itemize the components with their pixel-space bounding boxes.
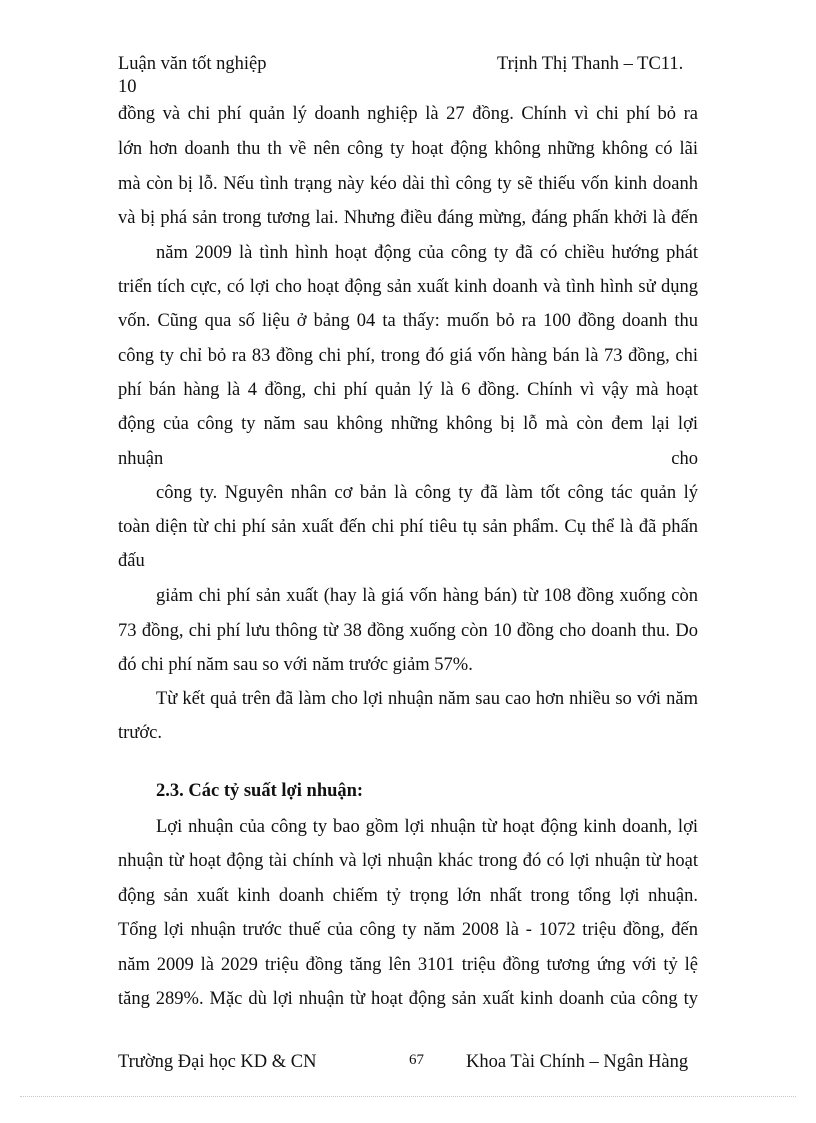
body-line: 73 đồng, chi phí lưu thông từ 38 đồng xuống còn 10 đồng cho doanh thu. Do [118,621,698,641]
body-line: công ty chỉ bỏ ra 83 đồng chi phí, trong đó giá vốn hàng bán là 73 đồng, chi [118,346,698,366]
body-line-split [118,447,698,471]
body-line: mà còn bị lỗ. Nếu tình trạng này kéo dài thì công ty sẽ thiếu vốn kinh doanh [118,174,698,194]
body-line: đó chi phí năm sau so với năm trước giảm 57%. [118,655,473,675]
section-heading: 2.3. Các tỷ suất lợi nhuận: [156,781,364,801]
body-line: lớn hơn doanh thu th về nên công ty hoạt động không những không có lãi [118,139,698,159]
body-line: Từ kết quả trên đã làm cho lợi nhuận năm sau cao hơn nhiều so với năm [156,689,698,709]
body-line: phí bán hàng là 4 đồng, chi phí quản lý là 6 đồng. Chính vì vậy mà hoạt [118,380,698,400]
body-line: năm 2009 là tình hình hoạt động của công ty đã có chiều hướng phát [156,243,698,263]
body-line: tăng 289%. Mặc dù lợi nhuận từ hoạt động sản xuất kinh doanh của công ty [118,989,698,1009]
body-line: triển tích cực, có lợi cho hoạt động sản xuất kinh doanh và tình hình sử dụng [118,277,698,297]
body-line: Tổng lợi nhuận trước thuế của công ty năm 2008 là - 1072 triệu đồng, đến [118,920,698,940]
header-continuation: 10 [118,77,137,97]
header-left: Luận văn tốt nghiệp [118,54,267,74]
footer-left: Trường Đại học KD & CN [118,1052,317,1072]
body-word: nhuận [118,449,164,469]
body-line: công ty. Nguyên nhân cơ bản là công ty đã làm tốt công tác quản lý [156,483,698,503]
body-line: toàn diện từ chi phí sản xuất đến chi phí tiêu tụ sản phẩm. Cụ thể là đã phấn [118,517,698,537]
header-right: Trịnh Thị Thanh – TC11. [497,54,684,74]
body-line: trước. [118,723,162,743]
body-line: động của công ty năm sau không những không bị lỗ mà còn đem lại lợi [118,414,698,434]
body-word: cho [671,449,698,469]
page-number: 67 [409,1052,424,1068]
body-line: và bị phá sản trong tương lai. Nhưng điều đáng mừng, đáng phấn khởi là đến [118,208,698,228]
body-line: vốn. Cũng qua số liệu ở bảng 04 ta thấy: muốn bỏ ra 100 đồng doanh thu [118,311,698,331]
body-line: nhuận từ hoạt động tài chính và lợi nhuận khác trong đó có lợi nhuận từ hoạt [118,851,698,871]
body-line: động sản xuất kinh doanh chiếm tỷ trọng lớn nhất trong tổng lợi nhuận. [118,886,698,906]
footer-right: Khoa Tài Chính – Ngân Hàng [466,1052,689,1072]
body-line: đấu [118,551,145,571]
body-line: đồng và chi phí quản lý doanh nghiệp là 27 đồng. Chính vì chi phí bỏ ra [118,104,698,124]
body-line: năm 2009 là 2029 triệu đồng tăng lên 3101 triệu đồng tương ứng với tỷ lệ [118,955,698,975]
body-line: Lợi nhuận của công ty bao gồm lợi nhuận từ hoạt động kinh doanh, lợi [156,817,698,837]
body-line: giảm chi phí sản xuất (hay là giá vốn hàng bán) từ 108 đồng xuống còn [156,586,698,606]
page-bottom-divider [20,1096,796,1097]
